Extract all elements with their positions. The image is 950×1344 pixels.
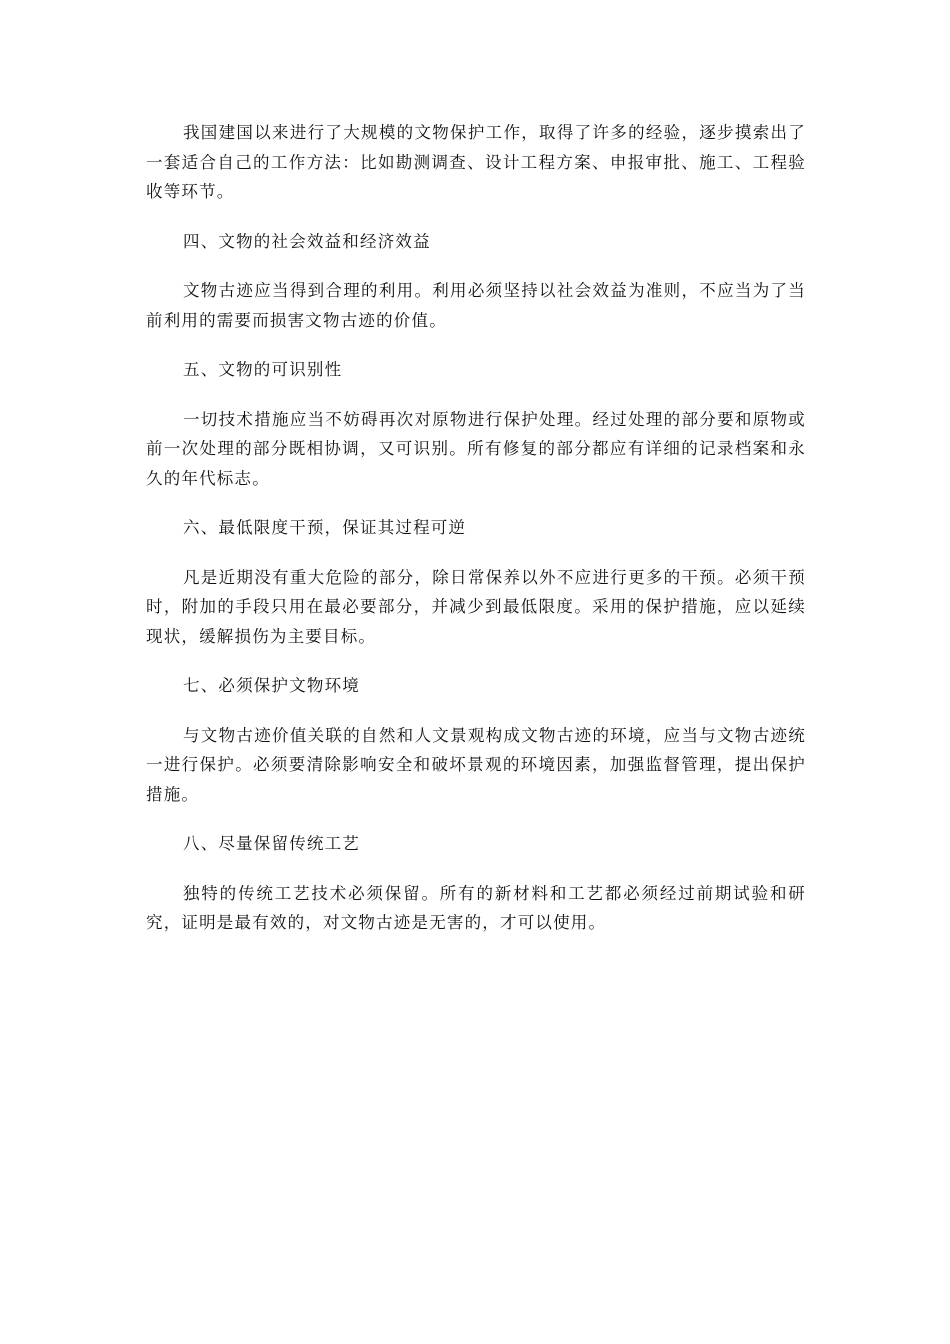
section-heading-8: 八、尽量保留传统工艺 bbox=[183, 834, 360, 853]
section-heading-4: 四、文物的社会效益和经济效益 bbox=[183, 231, 431, 251]
paragraph-section-4: 文物古迹应当得到合理的利用。利用必须坚持以社会效益为准则，不应当为了当前利用的需要而损害文物古迹的价值。 bbox=[146, 281, 806, 330]
paragraph-section-6: 凡是近期没有重大危险的部分，除日常保养以外不应进行更多的干预。必须干预时，附加的手段只用在最必要部分，并减少到最低限度。采用的保护措施，应以延续现状，缓解损伤为主要目标。 bbox=[146, 567, 806, 646]
section-heading-7: 七、必须保护文物环境 bbox=[183, 676, 360, 695]
paragraph-section-7: 与文物古迹价值关联的自然和人文景观构成文物古迹的环境，应当与文物古迹统一进行保护。必须要清除影响安全和破坏景观的环境因素，加强监督管理，提出保护措施。 bbox=[146, 725, 806, 804]
paragraph-section-5: 一切技术措施应当不妨碍再次对原物进行保护处理。经过处理的部分要和原物或前一次处理的部分既相协调，又可识别。所有修复的部分都应有详细的记录档案和永久的年代标志。 bbox=[146, 409, 806, 488]
section-heading-6: 六、最低限度干预，保证其过程可逆 bbox=[183, 518, 467, 537]
paragraph-section-8: 独特的传统工艺技术必须保留。所有的新材料和工艺都必须经过前期试验和研究，证明是最有效的，对文物古迹是无害的，才可以使用。 bbox=[146, 883, 806, 932]
paragraph-intro: 我国建国以来进行了大规模的文物保护工作，取得了许多的经验，逐步摸索出了一套适合自己的工作方法：比如勘测调查、设计工程方案、申报审批、施工、工程验收等环节。 bbox=[146, 123, 806, 201]
section-heading-5: 五、文物的可识别性 bbox=[183, 360, 343, 379]
document-body bbox=[146, 118, 806, 938]
